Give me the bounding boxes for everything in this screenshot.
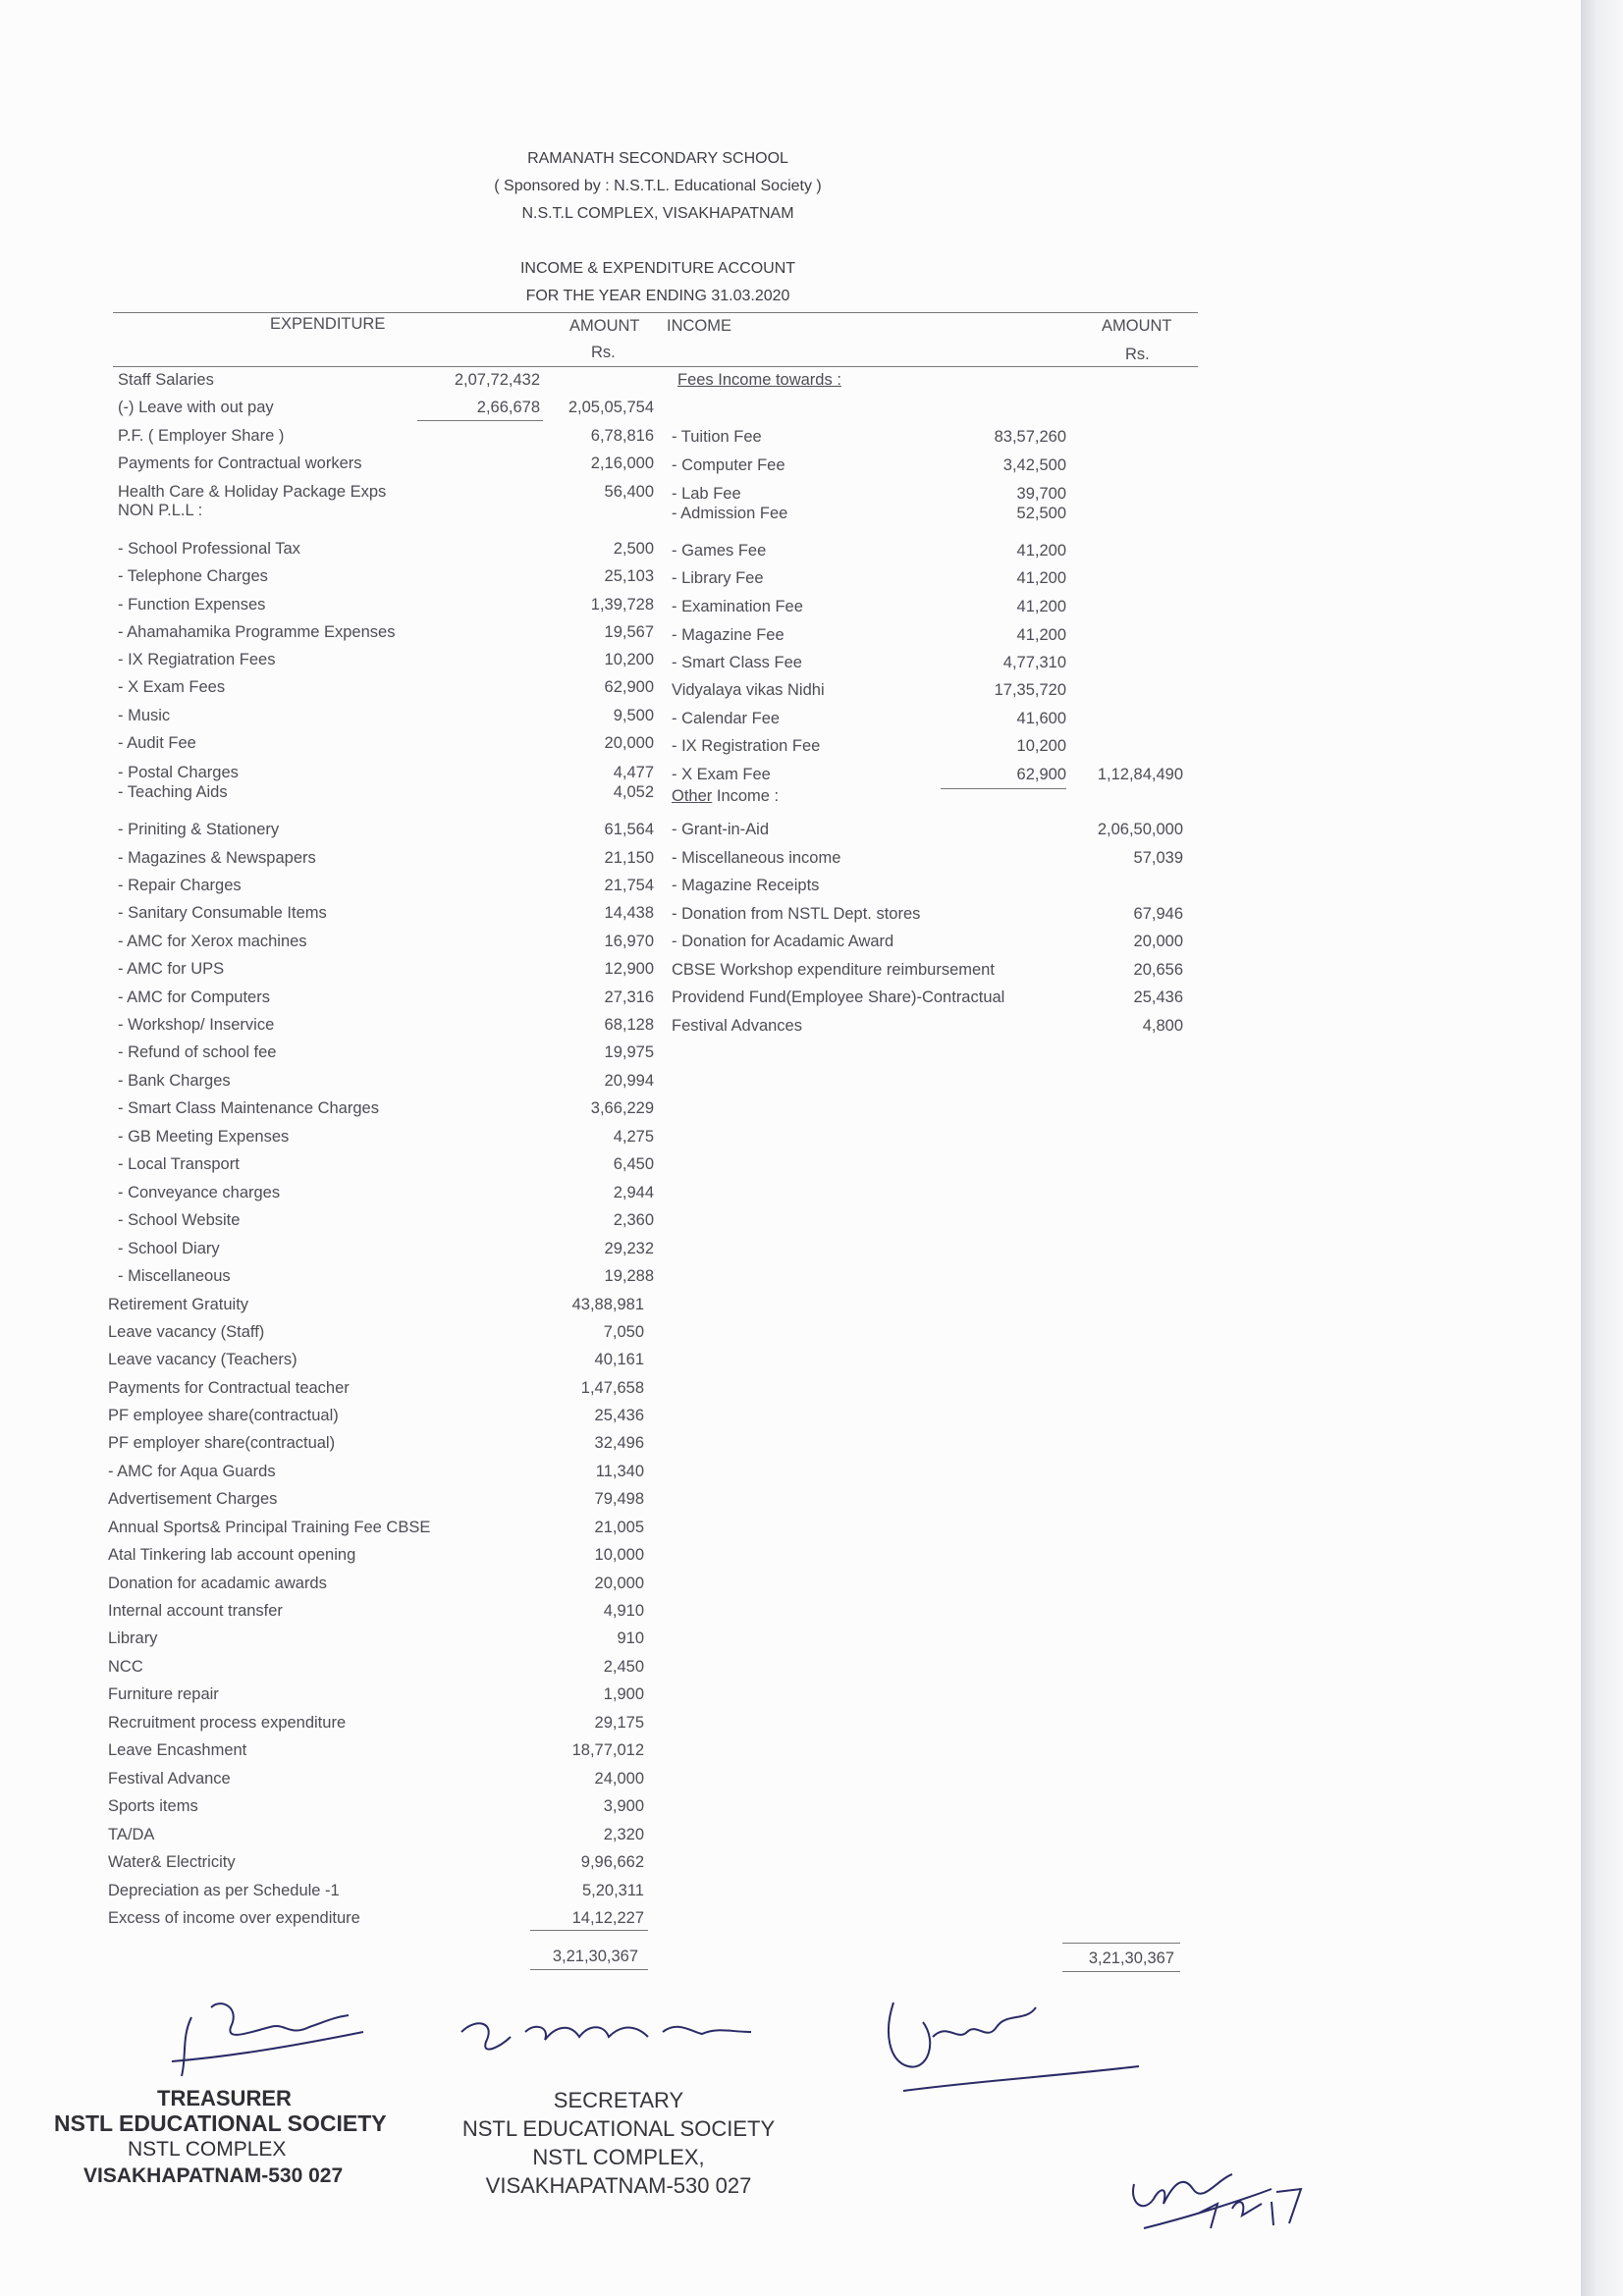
expenditure-amount: 2,320 <box>603 1826 644 1843</box>
income-amount: 67,946 <box>1133 905 1183 923</box>
expenditure-heading: EXPENDITURE <box>270 315 386 333</box>
expenditure-label: - School Website <box>118 1211 241 1229</box>
treasurer-stamp-title: TREASURER <box>157 2086 292 2110</box>
income-sub-amount: 10,200 <box>1016 737 1066 755</box>
expenditure-amount: 14,438 <box>604 904 654 922</box>
expenditure-label: - GB Meeting Expenses <box>118 1128 290 1146</box>
income-sub-amount: 41,600 <box>1016 710 1066 727</box>
income-label: - IX Registration Fee <box>672 737 821 755</box>
header-bottom-rule <box>113 366 1198 367</box>
expenditure-amount: 2,944 <box>613 1184 654 1201</box>
expenditure-label: Advertisement Charges <box>108 1490 278 1508</box>
expenditure-label: - Function Expenses <box>118 596 266 614</box>
income-label: - Calendar Fee <box>672 710 781 727</box>
expenditure-label: Donation for acadamic awards <box>108 1575 327 1592</box>
expenditure-amount: 7,050 <box>603 1323 644 1341</box>
expenditure-label: - Bank Charges <box>118 1072 231 1090</box>
expenditure-amount: 2,05,05,754 <box>568 399 654 416</box>
expenditure-label: - AMC for Computers <box>118 988 270 1006</box>
expenditure-amount: 5,20,311 <box>581 1882 644 1899</box>
expenditure-amount: 16,970 <box>604 933 654 950</box>
income-label: - Computer Fee <box>672 456 785 474</box>
statement-period: FOR THE YEAR ENDING 31.03.2020 <box>525 288 790 304</box>
expenditure-amount: 2,16,000 <box>590 454 654 472</box>
expenditure-label: NCC <box>108 1658 143 1676</box>
expenditure-label: NON P.L.L : <box>118 502 203 519</box>
expenditure-amount: 43,88,981 <box>571 1296 644 1313</box>
expenditure-label: - IX Regiatration Fees <box>118 651 276 668</box>
expenditure-amount: 18,77,012 <box>571 1741 644 1759</box>
expenditure-amount: 4,910 <box>603 1602 644 1620</box>
expenditure-amount: 21,150 <box>604 849 654 867</box>
expenditure-label: Internal account transfer <box>108 1602 283 1620</box>
expenditure-label: Recruitment process expenditure <box>108 1714 347 1732</box>
expenditure-sub-amount: 2,07,72,432 <box>454 371 540 389</box>
secretary-stamp-city: VISAKHAPATNAM-530 027 <box>485 2173 752 2198</box>
expenditure-amount: 6,78,816 <box>590 427 654 445</box>
expenditure-amount: 29,175 <box>594 1714 644 1732</box>
school-address: N.S.T.L COMPLEX, VISAKHAPATNAM <box>521 205 794 222</box>
expenditure-amount: 3,900 <box>603 1797 644 1815</box>
expenditure-amount: 12,900 <box>604 960 654 978</box>
expenditure-label: Festival Advance <box>108 1770 231 1788</box>
income-sub-amount: 83,57,260 <box>994 428 1066 446</box>
expenditure-label: Depreciation as per Schedule -1 <box>108 1882 340 1899</box>
income-label: - Tuition Fee <box>672 428 762 446</box>
expenditure-label: - AMC for Xerox machines <box>118 933 307 950</box>
expenditure-amount: 1,900 <box>603 1685 644 1703</box>
expenditure-label: Retirement Gratuity <box>108 1296 249 1313</box>
treasurer-stamp-city: VISAKHAPATNAM-530 027 <box>83 2164 344 2187</box>
expenditure-label: Library <box>108 1629 158 1647</box>
expenditure-label: - School Diary <box>118 1240 220 1257</box>
expenditure-label: - X Exam Fees <box>118 678 226 696</box>
expenditure-amount: 6,450 <box>613 1155 654 1173</box>
income-label: Providend Fund(Employee Share)-Contractual <box>672 988 1005 1006</box>
expenditure-label: - Ahamahamika Programme Expenses <box>118 623 396 641</box>
income-amount: 2,06,50,000 <box>1097 821 1183 838</box>
expenditure-amount: 62,900 <box>604 678 654 696</box>
expenditure-amount: 25,436 <box>594 1407 644 1424</box>
secretary-stamp-society: NSTL EDUCATIONAL SOCIETY <box>461 2116 776 2141</box>
expenditure-label: Atal Tinkering lab account opening <box>108 1546 356 1564</box>
income-amount: 1,12,84,490 <box>1097 766 1183 783</box>
amount-heading-right: AMOUNT <box>1102 317 1172 335</box>
income-amount: 4,800 <box>1142 1017 1183 1035</box>
expenditure-label: Annual Sports& Principal Training Fee CBSE <box>108 1519 431 1536</box>
income-sub-amount: 4,77,310 <box>1002 654 1066 671</box>
income-total: 3,21,30,367 <box>1088 1949 1174 1967</box>
expenditure-amount: 79,498 <box>594 1490 644 1508</box>
income-label: - Magazine Receipts <box>672 877 820 894</box>
expenditure-label: P.F. ( Employer Share ) <box>118 427 285 445</box>
expenditure-label: Furniture repair <box>108 1685 219 1703</box>
income-amount: 25,436 <box>1133 988 1183 1006</box>
expenditure-amount: 2,500 <box>613 540 654 558</box>
income-sub-amount: 41,200 <box>1016 626 1066 644</box>
income-total-bottom-rule <box>1062 1971 1180 1972</box>
expenditure-label: Leave Encashment <box>108 1741 247 1759</box>
income-label: - Donation from NSTL Dept. stores <box>672 905 921 923</box>
school-name: RAMANATH SECONDARY SCHOOL <box>527 150 788 167</box>
expenditure-amount: 68,128 <box>604 1016 654 1034</box>
fees-subtotal-rule <box>941 788 1066 789</box>
income-sub-amount: 3,42,500 <box>1002 456 1066 474</box>
income-sub-amount: 39,700 <box>1016 485 1066 503</box>
income-label: - Examination Fee <box>672 598 803 615</box>
income-sub-amount: 17,35,720 <box>994 681 1066 699</box>
expenditure-amount: 4,052 <box>613 783 654 801</box>
income-label: - Smart Class Fee <box>672 654 802 671</box>
expenditure-label: Water& Electricity <box>108 1853 236 1871</box>
income-label: - Library Fee <box>672 569 764 587</box>
expenditure-label: - Teaching Aids <box>118 783 228 801</box>
expenditure-amount: 1,47,658 <box>580 1379 644 1397</box>
treasurer-stamp-society: NSTL EDUCATIONAL SOCIETY <box>54 2110 387 2136</box>
expenditure-label: - Postal Charges <box>118 764 239 781</box>
income-label: - Grant-in-Aid <box>672 821 770 838</box>
expenditure-amount: 11,340 <box>595 1463 644 1480</box>
income-label: - Admission Fee <box>672 505 788 522</box>
expenditure-label: - Refund of school fee <box>118 1043 277 1061</box>
expenditure-label: - AMC for Aqua Guards <box>108 1463 276 1480</box>
expenditure-label: Health Care & Holiday Package Exps <box>118 483 387 501</box>
expenditure-total-bottom-rule <box>530 1969 648 1970</box>
expenditure-amount: 21,754 <box>604 877 654 894</box>
expenditure-label: Excess of income over expenditure <box>108 1909 360 1927</box>
fees-income-heading: Fees Income towards : <box>677 371 841 389</box>
expenditure-label: (-) Leave with out pay <box>118 399 274 416</box>
expenditure-label: - AMC for UPS <box>118 960 225 978</box>
expenditure-amount: 19,567 <box>604 623 654 641</box>
income-sub-amount: 41,200 <box>1016 569 1066 587</box>
expenditure-amount: 3,66,229 <box>590 1099 654 1117</box>
page-edge-shadow <box>1581 0 1623 2296</box>
income-sub-amount: 52,500 <box>1016 505 1066 522</box>
expenditure-amount: 32,496 <box>594 1434 644 1452</box>
expenditure-label: Staff Salaries <box>118 371 214 389</box>
expenditure-amount: 20,000 <box>594 1575 644 1592</box>
expenditure-label: - Audit Fee <box>118 734 196 752</box>
expenditure-label: Payments for Contractual teacher <box>108 1379 350 1397</box>
expenditure-amount: 25,103 <box>604 567 654 585</box>
expenditure-amount: 2,360 <box>613 1211 654 1229</box>
income-label: - X Exam Fee <box>672 766 771 783</box>
expenditure-label: Payments for Contractual workers <box>118 454 362 472</box>
expenditure-amount: 4,477 <box>613 764 654 781</box>
amount-heading-left: AMOUNT <box>569 317 640 335</box>
rs-heading-left: Rs. <box>591 344 616 361</box>
expenditure-label: PF employer share(contractual) <box>108 1434 336 1452</box>
statement-title: INCOME & EXPENDITURE ACCOUNT <box>519 260 796 277</box>
income-label: CBSE Workshop expenditure reimbursement <box>672 961 995 979</box>
secretary-stamp <box>442 2086 795 2200</box>
expenditure-amount: 9,96,662 <box>580 1853 644 1871</box>
income-label: - Miscellaneous income <box>672 849 841 867</box>
expenditure-label: Sports items <box>108 1797 198 1815</box>
expenditure-label: - Sanitary Consumable Items <box>118 904 327 922</box>
expenditure-amount: 910 <box>617 1629 644 1647</box>
sub-amount-rule <box>417 420 543 421</box>
expenditure-total: 3,21,30,367 <box>552 1948 638 1965</box>
expenditure-label: - School Professional Tax <box>118 540 300 558</box>
expenditure-label: - Music <box>118 707 171 724</box>
expenditure-amount: 14,12,227 <box>571 1909 644 1927</box>
income-amount: 20,000 <box>1133 933 1183 950</box>
expenditure-amount: 4,275 <box>613 1128 654 1146</box>
expenditure-label: - Smart Class Maintenance Charges <box>118 1099 379 1117</box>
expenditure-label: - Repair Charges <box>118 877 242 894</box>
expenditure-sub-amount: 2,66,678 <box>476 399 540 416</box>
treasurer-signature <box>152 1988 378 2096</box>
treasurer-stamp-complex: NSTL COMPLEX <box>128 2138 287 2161</box>
expenditure-amount: 21,005 <box>594 1519 644 1536</box>
secretary-stamp-title: SECRETARY <box>553 2088 684 2112</box>
expenditure-label: - Workshop/ Inservice <box>118 1016 275 1034</box>
expenditure-amount: 10,200 <box>604 651 654 668</box>
income-label: - Magazine Fee <box>672 626 784 644</box>
secretary-stamp-complex: NSTL COMPLEX, <box>532 2145 705 2169</box>
header-top-rule <box>113 312 1198 313</box>
expenditure-amount: 56,400 <box>604 483 654 501</box>
income-heading: INCOME <box>667 317 731 335</box>
expenditure-amount: 2,450 <box>603 1658 644 1676</box>
expenditure-amount: 19,975 <box>604 1043 654 1061</box>
expenditure-label: Leave vacancy (Teachers) <box>108 1351 298 1368</box>
income-amount: 57,039 <box>1133 849 1183 867</box>
expenditure-label: - Local Transport <box>118 1155 240 1173</box>
expenditure-amount: 61,564 <box>604 821 654 838</box>
expenditure-amount: 9,500 <box>613 707 654 724</box>
income-sub-amount: 41,200 <box>1016 542 1066 560</box>
rs-heading-right: Rs. <box>1125 346 1150 363</box>
expenditure-amount: 20,000 <box>604 734 654 752</box>
income-sub-amount: 41,200 <box>1016 598 1066 615</box>
expenditure-label: - Priniting & Stationery <box>118 821 280 838</box>
expenditure-amount: 10,000 <box>594 1546 644 1564</box>
income-amount: 20,656 <box>1133 961 1183 979</box>
dated-initials <box>1124 2145 1311 2238</box>
expenditure-amount: 1,39,728 <box>590 596 654 614</box>
expenditure-amount: 27,316 <box>604 988 654 1006</box>
expenditure-label: PF employee share(contractual) <box>108 1407 339 1424</box>
expenditure-amount: 19,288 <box>604 1267 654 1285</box>
sponsor-line: ( Sponsored by : N.S.T.L. Educational Society ) <box>494 178 822 194</box>
income-label: - Donation for Acadamic Award <box>672 933 894 950</box>
expenditure-amount: 29,232 <box>604 1240 654 1257</box>
income-label: Vidyalaya vikas Nidhi <box>672 681 825 699</box>
expenditure-label: - Conveyance charges <box>118 1184 281 1201</box>
third-signature <box>879 1983 1144 2101</box>
expenditure-amount: 20,994 <box>604 1072 654 1090</box>
income-label: - Games Fee <box>672 542 767 560</box>
expenditure-label: Leave vacancy (Staff) <box>108 1323 265 1341</box>
income-sub-amount: 62,900 <box>1016 766 1066 783</box>
expenditure-label: TA/DA <box>108 1826 155 1843</box>
income-label: Festival Advances <box>672 1017 802 1035</box>
secretary-signature <box>457 2002 761 2061</box>
income-label: - Lab Fee <box>672 485 741 503</box>
expenditure-label: - Miscellaneous <box>118 1267 231 1285</box>
expenditure-amount: 40,161 <box>594 1351 644 1368</box>
expenditure-total-top-rule <box>530 1930 648 1931</box>
expenditure-label: - Telephone Charges <box>118 567 268 585</box>
income-total-top-rule <box>1062 1943 1180 1944</box>
income-label: Other Income : <box>672 787 780 805</box>
expenditure-label: - Magazines & Newspapers <box>118 849 316 867</box>
expenditure-amount: 24,000 <box>594 1770 644 1788</box>
